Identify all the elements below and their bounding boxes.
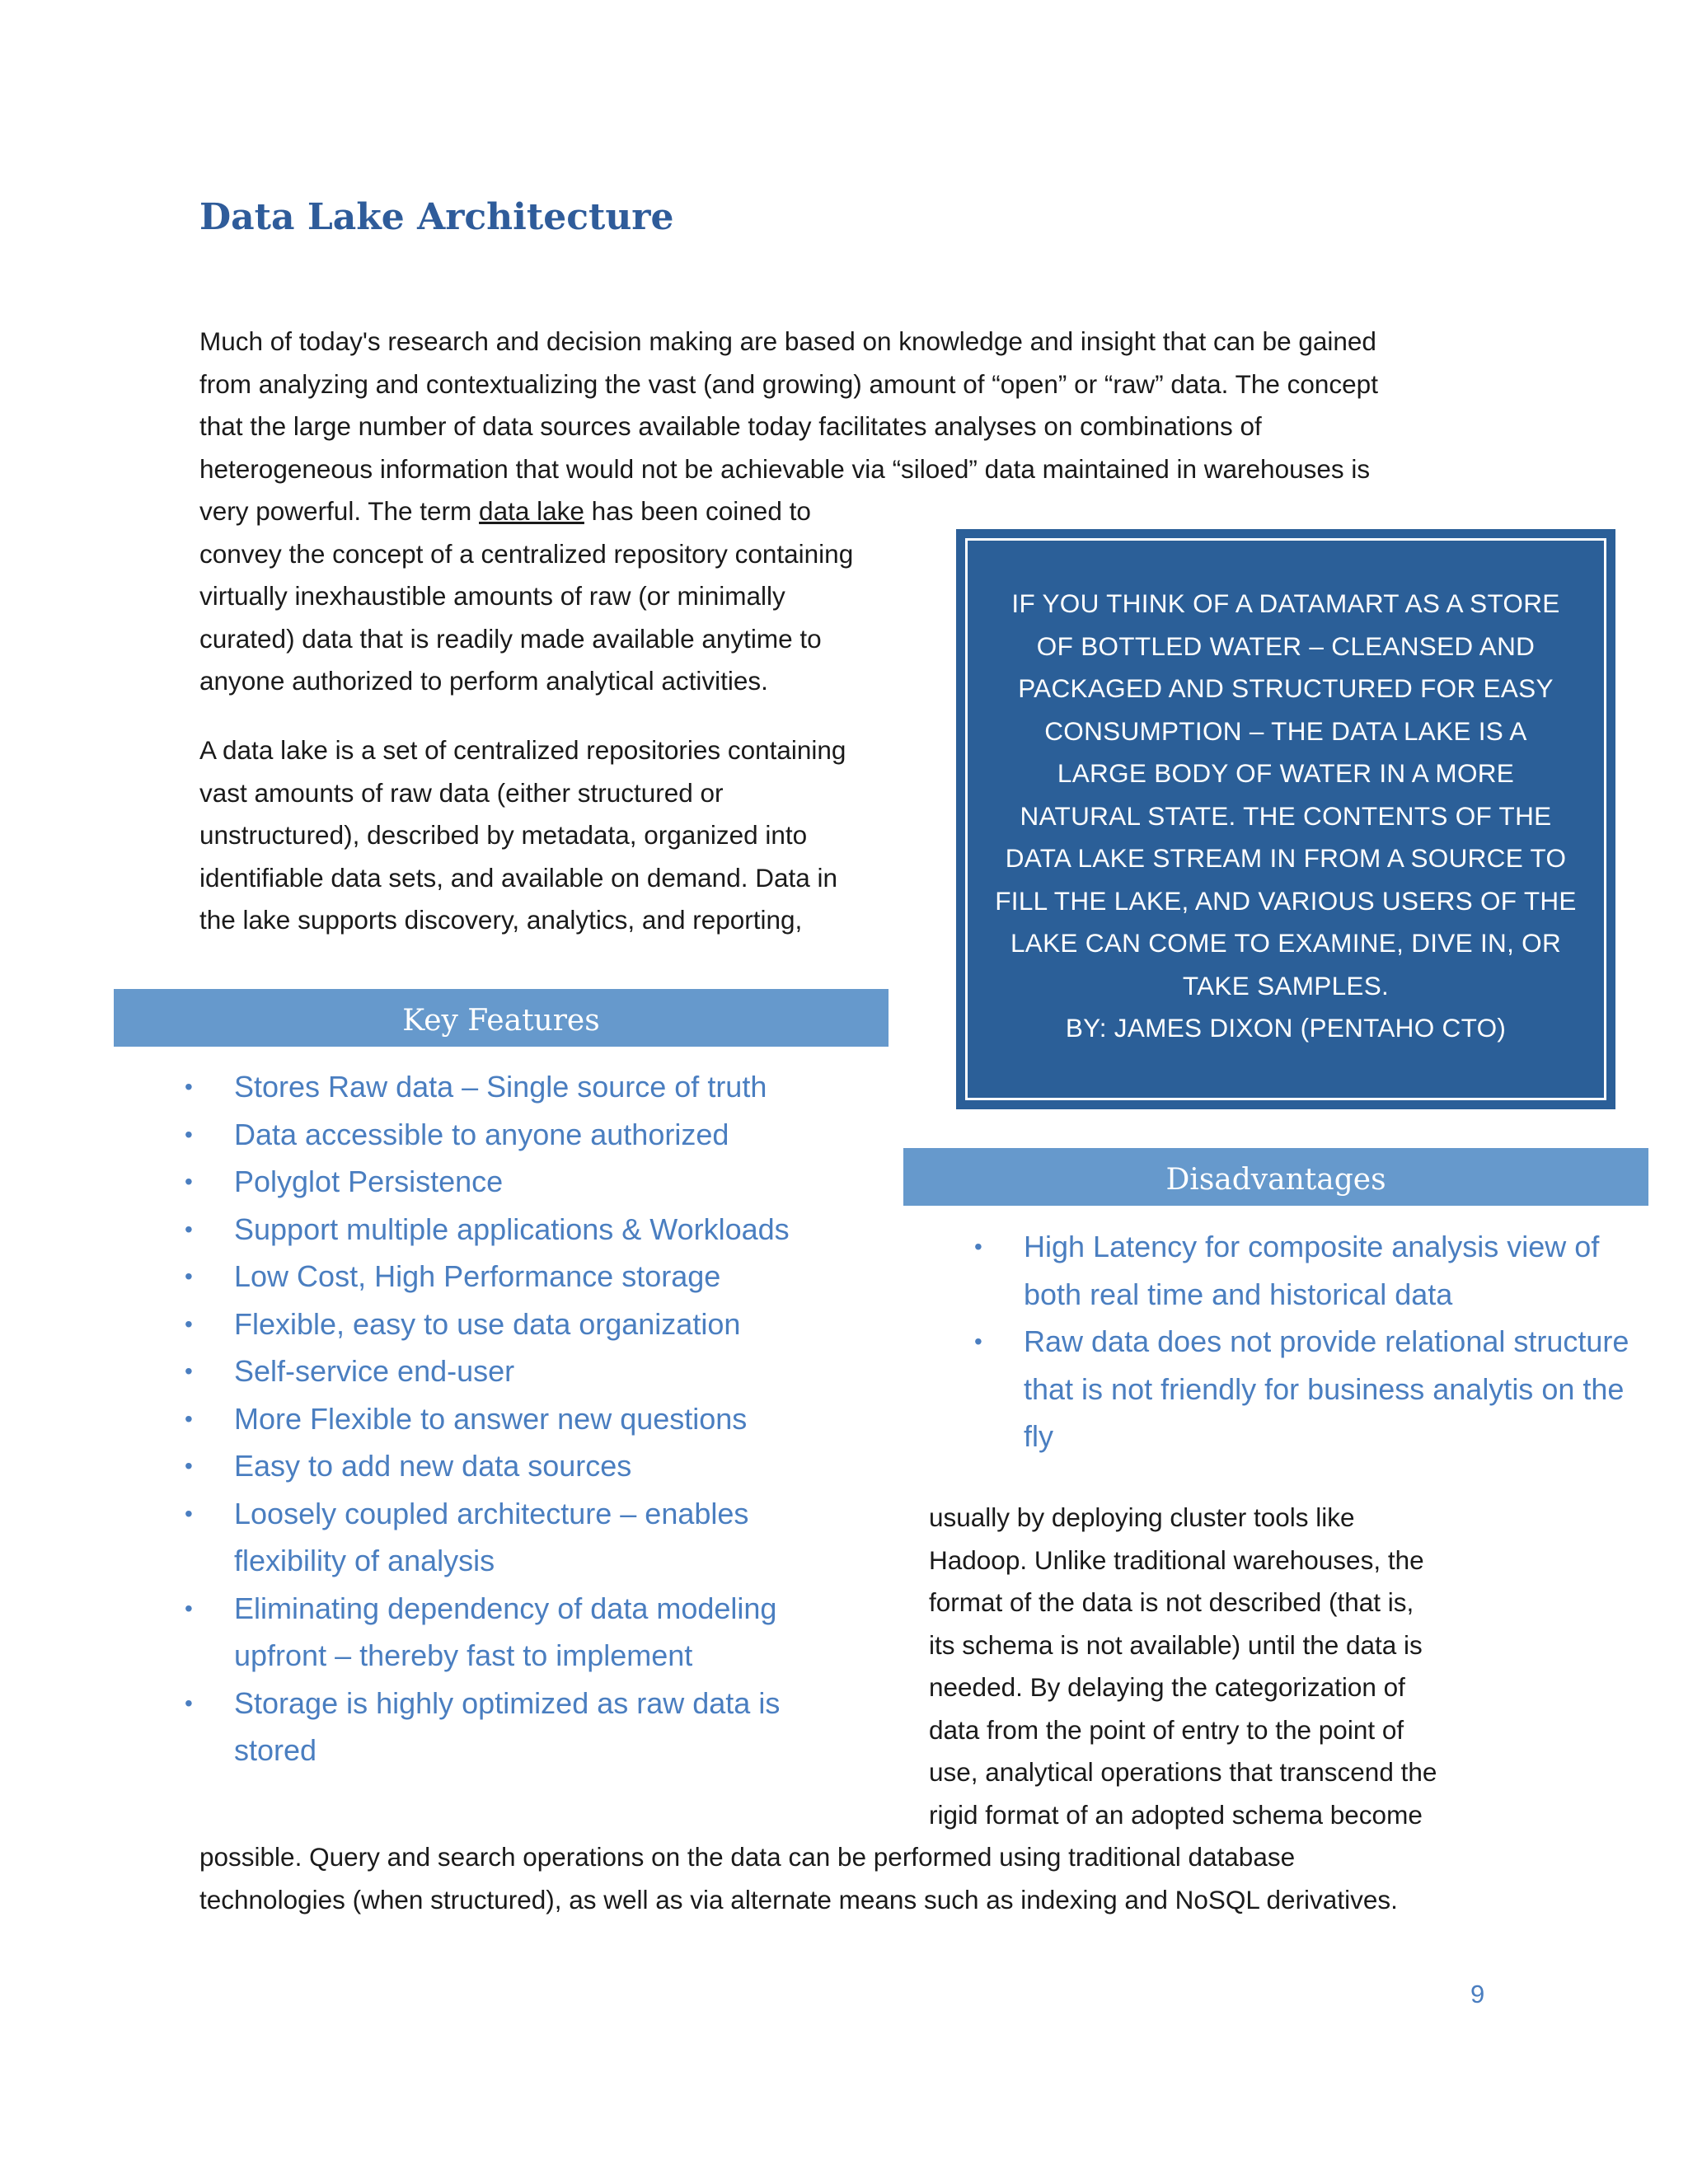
list-item — [185, 1063, 860, 1111]
bullet-icon: • — [185, 1169, 193, 1194]
feature-text: Loosely coupled architecture – enables — [234, 1496, 749, 1530]
list-item — [185, 1158, 860, 1206]
storage-line: needed. By delaying the categorization of — [929, 1672, 1405, 1702]
intro-line: anyone authorized to perform analytical activities. — [199, 666, 768, 696]
quote-attribution: BY: JAMES DIXON (PENTAHO CTO) — [1065, 1013, 1507, 1043]
quote-line: LARGE BODY OF WATER IN A MORE — [1057, 758, 1515, 788]
quote-line: DATA LAKE STREAM IN FROM A SOURCE TO — [1005, 843, 1567, 873]
intro-line: that the large number of data sources available today facilitates analyses on combinations of — [199, 411, 1262, 441]
storage-line: usually by deploying cluster tools like — [929, 1502, 1355, 1532]
quote-line: LAKE CAN COME TO EXAMINE, DIVE IN, OR — [1010, 928, 1562, 958]
list-item — [185, 1253, 860, 1301]
storage-line: its schema is not available) until the data is — [929, 1629, 1423, 1660]
disadvantage-text: High Latency for composite analysis view of — [1024, 1230, 1600, 1263]
intro-text: has been coined to — [584, 496, 811, 526]
list-item — [185, 1206, 860, 1254]
disadvantages-heading: Disadvantages — [903, 1148, 1648, 1206]
storage-paragraph — [929, 1497, 1437, 1836]
feature-text: upfront – thereby fast to implement — [234, 1638, 693, 1672]
intro-line: convey the concept of a centralized repository containing — [199, 538, 854, 569]
bullet-icon: • — [185, 1453, 193, 1479]
bullet-icon: • — [974, 1329, 982, 1354]
feature-text: Polyglot Persistence — [234, 1165, 504, 1198]
bullet-icon: • — [185, 1310, 193, 1337]
intro-text: very powerful. The term — [199, 496, 480, 526]
storage-line: rigid format of an adopted schema become — [929, 1799, 1423, 1830]
bullet-icon: • — [185, 1358, 193, 1384]
quote-line: OF BOTTLED WATER – CLEANSED AND — [1036, 630, 1536, 661]
quote-line: FILL THE LAKE, AND VARIOUS USERS OF THE — [995, 885, 1577, 916]
list-item — [974, 1223, 1658, 1318]
quote-box — [956, 529, 1615, 1109]
storage-line: Hadoop. Unlike traditional warehouses, the — [929, 1544, 1424, 1575]
definition-line: identifiable data sets, and available on demand. Data in — [199, 862, 838, 893]
disadvantage-text: Raw data does not provide relational structure — [1024, 1324, 1629, 1358]
section-title: Data Lake Architecture — [199, 196, 674, 238]
list-item — [185, 1111, 860, 1159]
bullet-icon: • — [185, 1690, 193, 1716]
quote-line: TAKE SAMPLES. — [1182, 970, 1390, 1001]
intro-line: heterogeneous information that would not be achievable via “siloed” data maintained in warehouses is — [199, 453, 1371, 484]
feature-text: Easy to add new data sources — [234, 1449, 632, 1483]
quote-text — [959, 583, 1613, 1050]
closing-line: possible. Query and search operations on the data can be performed using traditional database — [199, 1842, 1296, 1872]
key-features-heading: Key Features — [114, 989, 889, 1047]
list-item — [185, 1347, 860, 1395]
bullet-icon: • — [185, 1074, 193, 1099]
definition-line: the lake supports discovery, analytics, and reporting, — [199, 905, 803, 935]
feature-text: Storage is highly optimized as raw data is — [234, 1685, 781, 1720]
intro-line: from analyzing and contextualizing the vast (and growing) amount of “open” or “raw” data. The concept — [199, 368, 1378, 399]
feature-text: Stores Raw data – Single source of truth — [234, 1070, 767, 1104]
storage-line: use, analytical operations that transcend the — [929, 1757, 1437, 1787]
bullet-icon: • — [185, 1121, 193, 1147]
page-number: 9 — [1470, 1980, 1485, 2008]
quote-line: PACKAGED AND STRUCTURED FOR EASY — [1018, 673, 1554, 703]
closing-paragraph — [199, 1836, 1398, 1921]
definition-line: vast amounts of raw data (either structured or — [199, 777, 724, 808]
intro-line: curated) data that is readily made available anytime to — [199, 623, 822, 654]
list-item — [185, 1680, 860, 1774]
data-lake-term: data lake — [479, 496, 584, 526]
definition-paragraph — [199, 729, 846, 942]
list-item — [185, 1585, 860, 1680]
closing-line: technologies (when structured), as well as via alternate means such as indexing and NoSQL derivatives. — [199, 1884, 1398, 1915]
quote-line: NATURAL STATE. THE CONTENTS OF THE — [1020, 800, 1552, 831]
definition-line: unstructured), described by metadata, organized into — [199, 820, 808, 850]
feature-text: More Flexible to answer new questions — [234, 1401, 748, 1436]
feature-text: Support multiple applications & Workloads — [234, 1212, 790, 1246]
key-features-list — [185, 1063, 860, 1774]
feature-text: Data accessible to anyone authorized — [234, 1117, 729, 1151]
feature-text: Self-service end-user — [234, 1354, 515, 1388]
storage-line: format of the data is not described (that is, — [929, 1587, 1414, 1617]
feature-text: flexibility of analysis — [234, 1544, 495, 1577]
feature-text: Flexible, easy to use data organization — [234, 1306, 741, 1341]
disadvantage-text: that is not friendly for business analytis on the — [1024, 1371, 1625, 1406]
feature-text: stored — [234, 1733, 317, 1767]
list-item — [185, 1490, 860, 1585]
storage-line: data from the point of entry to the point of — [929, 1714, 1404, 1745]
disadvantage-text: fly — [1024, 1419, 1053, 1453]
disadvantage-text: both real time and historical data — [1024, 1277, 1453, 1311]
bullet-icon: • — [185, 1405, 193, 1432]
bullet-icon: • — [974, 1234, 982, 1259]
list-item — [974, 1318, 1658, 1460]
bullet-icon: • — [185, 1216, 193, 1242]
bullet-icon: • — [185, 1500, 193, 1526]
bullet-icon: • — [185, 1263, 193, 1289]
intro-line — [199, 490, 1378, 533]
intro-line: virtually inexhaustible amounts of raw (or minimally — [199, 581, 785, 611]
feature-text: Eliminating dependency of data modeling — [234, 1591, 777, 1625]
quote-line: CONSUMPTION – THE DATA LAKE IS A — [1044, 715, 1527, 746]
list-item — [185, 1395, 860, 1443]
list-item — [185, 1442, 860, 1490]
quote-line: IF YOU THINK OF A DATAMART AS A STORE — [1011, 588, 1560, 618]
disadvantages-list — [974, 1223, 1658, 1460]
feature-text: Low Cost, High Performance storage — [234, 1259, 721, 1293]
definition-line: A data lake is a set of centralized repositories containing — [199, 735, 846, 765]
intro-line: Much of today's research and decision making are based on knowledge and insight that can be gained — [199, 326, 1376, 356]
list-item — [185, 1301, 860, 1348]
bullet-icon: • — [185, 1595, 193, 1621]
